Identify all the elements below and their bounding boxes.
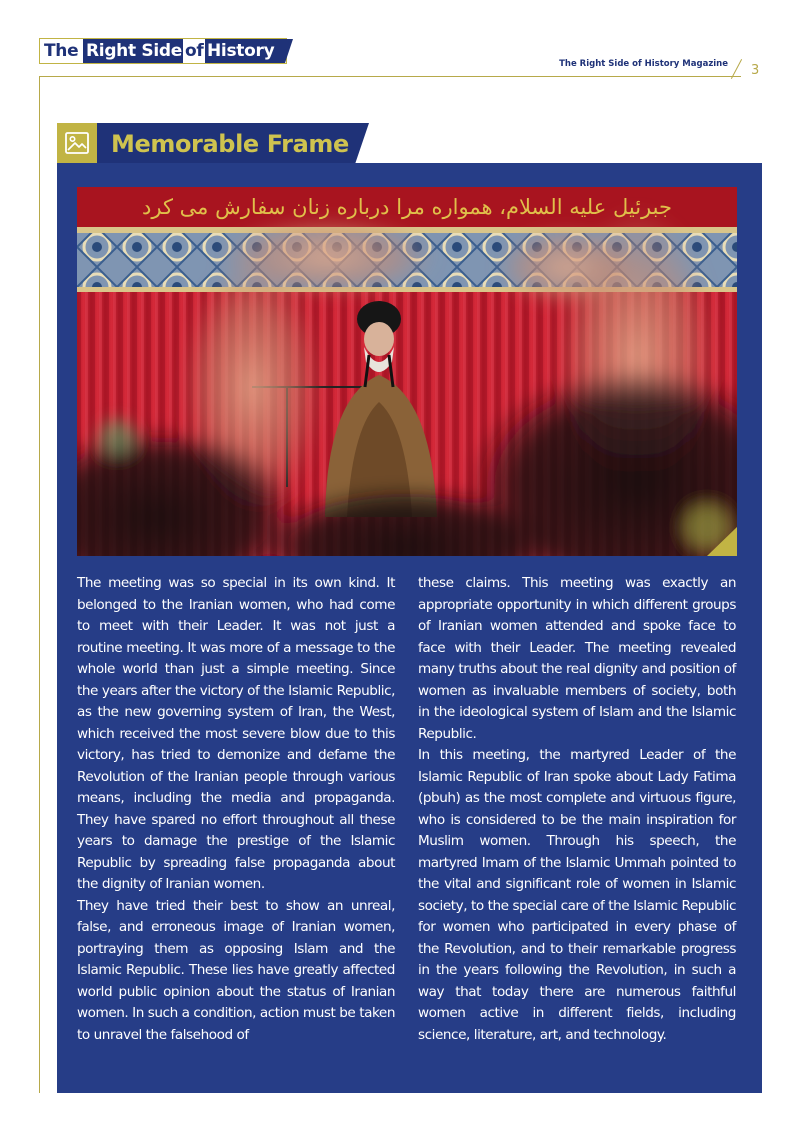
margin-rule bbox=[39, 76, 40, 1093]
article-paragraph: In this meeting, the martyred Leader of the Islamic Republic of Iran spoke about Lady Fatima (pbuh) as the most complete and virtuous figure, who is considered to be the main inspiration for Muslim women. Through his speech, the martyred Imam of the Islamic Ummah pointed to the vital and significant role of women in Islamic society, to the special care of the Islamic Republic for women who participated in every phase of the Revolution, and to their remarkable progress in the years following the Revolution, in such a way that today there are numerous faithful women active in different fields, including science, literature, art, and technology. bbox=[418, 747, 736, 1043]
magazine-logo bbox=[39, 38, 293, 64]
banner-inscription: جبرئیل علیه السلام، همواره مرا درباره زنان سفارش می کرد bbox=[142, 195, 672, 219]
image-icon bbox=[65, 132, 89, 154]
article-paragraph: They have tried their best to show an unreal, false, and erroneous image of Iranian women, portraying them as opposing Islam and the Islamic Republic. These lies have greatly affected world public opinion about the status of Iranian women. In such a condition, action must be taken to unravel the falsehood of bbox=[77, 897, 395, 1043]
article-paragraph: The meeting was so special in its own kind. It belonged to the Iranian women, who had come to meet with their Leader. It was not just a routine meeting. It was more of a message to the whole world than just a simple meeting. Since the years after the victory of the Islamic Republic, as the new governing system of Iran, the West, which received the most severe blow due to this victory, has tried to demonize and defame the Revolution of the Iranian people through various means, including the media and propaganda. They have spared no effort throughout all these years to damage the prestige of the Islamic Republic by spreading false propaganda about the dignity of Iranian women. bbox=[77, 575, 395, 892]
article-column-left bbox=[77, 573, 395, 1046]
event-photo bbox=[77, 187, 737, 556]
magazine-name: The Right Side of History Magazine bbox=[559, 59, 728, 69]
logo-word-of: of bbox=[185, 41, 204, 61]
article-paragraph: these claims. This meeting was exactly an appropriate opportunity in which different groups of Iranian women attended and spoke face to face with their Leader. The meeting revealed many truths about the real dignity and position of women as invaluable members of society, both in the ideological system of Islam and the Islamic Republic. bbox=[418, 575, 736, 742]
logo-word-the: The bbox=[44, 41, 79, 61]
section-icon-box bbox=[57, 123, 97, 163]
logo-word-history: History bbox=[207, 41, 275, 61]
logo-word-right-side: Right Side bbox=[86, 41, 183, 61]
header-rule bbox=[39, 76, 741, 77]
page-number: 3 bbox=[751, 63, 760, 78]
section-title: Memorable Frame bbox=[111, 130, 349, 158]
article-column-right bbox=[418, 573, 736, 1046]
